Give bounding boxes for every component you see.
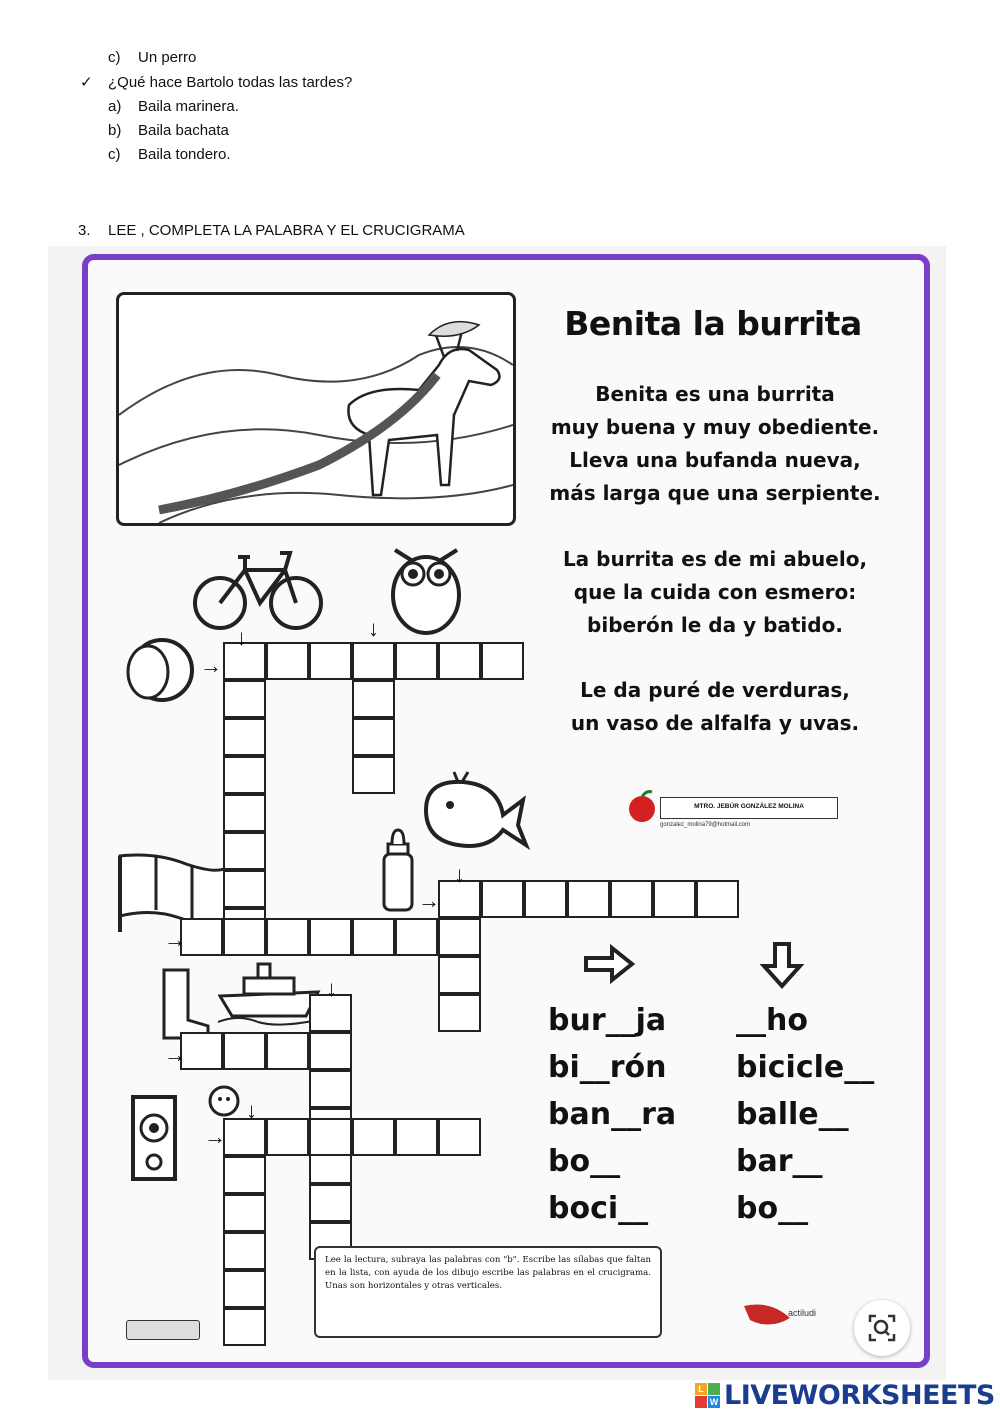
- word-item: __ho: [736, 1003, 808, 1038]
- arrow-right-icon: →: [418, 888, 440, 913]
- worksheet-title: Benita la burrita: [564, 304, 862, 343]
- crossword-cell[interactable]: [309, 1032, 352, 1070]
- crossword-cell[interactable]: [223, 718, 266, 756]
- question-2-option-a: [108, 98, 239, 115]
- brand-logo: [740, 1296, 817, 1337]
- crossword-cell[interactable]: [223, 1232, 266, 1270]
- crossword-cell[interactable]: [395, 1118, 438, 1156]
- creative-commons-badge: [126, 1320, 200, 1340]
- question-text: ¿Qué hace Bartolo todas las tardes?: [108, 74, 353, 91]
- option-marker: b): [108, 122, 122, 139]
- crossword-cell[interactable]: [266, 1032, 309, 1070]
- crossword-cell[interactable]: [180, 1032, 223, 1070]
- crossword-cell[interactable]: [610, 880, 653, 918]
- crossword-cell[interactable]: [223, 794, 266, 832]
- crossword-cell[interactable]: [352, 756, 395, 794]
- question-1-option-c: [108, 49, 196, 66]
- crossword-cell[interactable]: [223, 1308, 266, 1346]
- crossword-cell[interactable]: [352, 718, 395, 756]
- instructions-box: Lee la lectura, subraya las palabras con "b". Escribe las sílabas que faltan en la lista, con ayuda de los dibujo escribe las palabras en el crucigrama. Unas son horizontales y otras verticales.: [314, 1246, 662, 1338]
- option-text: Un perro: [138, 49, 197, 66]
- arrow-right-icon: →: [200, 653, 222, 678]
- author-email: gonzalez_molina79@hotmail.com: [660, 822, 751, 828]
- option-marker: c): [108, 49, 121, 66]
- crossword-cell[interactable]: [438, 642, 481, 680]
- poem-line: biberón le da y batido.: [587, 613, 843, 637]
- crossword-cell[interactable]: [266, 642, 309, 680]
- crossword-cell[interactable]: [481, 880, 524, 918]
- word-item: balle__: [736, 1097, 849, 1132]
- crossword-cell[interactable]: [223, 756, 266, 794]
- word-list-across: [548, 997, 676, 1232]
- option-text: Baila marinera.: [138, 98, 239, 115]
- crossword-cell[interactable]: [438, 994, 481, 1032]
- donkey-illustration: [116, 292, 516, 526]
- crossword-cell[interactable]: [524, 880, 567, 918]
- speaker-icon: [130, 1094, 178, 1187]
- crossword-cell[interactable]: [438, 918, 481, 956]
- word-item: bo__: [736, 1191, 809, 1226]
- arrow-right-icon: →: [204, 1124, 226, 1149]
- liveworksheets-logo: [695, 1380, 995, 1411]
- crossword-cell[interactable]: [352, 642, 395, 680]
- crossword-cell[interactable]: [309, 1184, 352, 1222]
- baby-bottle-icon: [378, 826, 418, 919]
- crossword-cell[interactable]: [180, 918, 223, 956]
- crossword-cell[interactable]: [395, 918, 438, 956]
- logo-tile: L: [695, 1383, 707, 1395]
- word-item: bur__ja: [548, 1003, 667, 1038]
- poem-line: muy buena y muy obediente.: [550, 415, 880, 439]
- crossword-cell[interactable]: [223, 1156, 266, 1194]
- option-marker: a): [108, 98, 122, 115]
- brand-name: actiludi: [788, 1308, 817, 1318]
- hollow-arrow-right-icon: [582, 944, 636, 989]
- poem-line: Lleva una bufanda nueva,: [569, 448, 861, 472]
- crossword-cell[interactable]: [223, 680, 266, 718]
- crossword-cell[interactable]: [696, 880, 739, 918]
- word-item: bo__: [548, 1144, 621, 1179]
- question-2-option-c: [108, 146, 231, 163]
- arrow-right-icon: →: [164, 927, 186, 952]
- poem-stanza-2: [520, 543, 910, 642]
- crossword-cell[interactable]: [309, 918, 352, 956]
- section-text: LEE , COMPLETA LA PALABRA Y EL CRUCIGRAMA: [108, 222, 465, 239]
- crossword-cell[interactable]: [653, 880, 696, 918]
- arrow-right-icon: →: [164, 1042, 186, 1067]
- crossword-cell[interactable]: [438, 956, 481, 994]
- owl-icon: [385, 540, 467, 641]
- crossword-cell[interactable]: [223, 918, 266, 956]
- crossword-cell[interactable]: [223, 1032, 266, 1070]
- crossword-cell[interactable]: [309, 1070, 352, 1108]
- poem-line: La burrita es de mi abuelo,: [562, 547, 868, 571]
- word-item: bi__rón: [548, 1050, 667, 1085]
- option-marker: c): [108, 146, 121, 163]
- arrow-down-icon: ↓: [326, 976, 337, 1001]
- crossword-cell[interactable]: [266, 1118, 309, 1156]
- ship-icon: [218, 962, 322, 1031]
- crossword-cell[interactable]: [352, 680, 395, 718]
- crossword-cell[interactable]: [309, 1118, 352, 1156]
- word-item: boci__: [548, 1191, 649, 1226]
- word-item: ban__ra: [548, 1097, 677, 1132]
- whale-icon: [418, 770, 530, 865]
- bicycle-icon: [190, 545, 326, 636]
- apple-icon: [626, 790, 658, 829]
- poem-line: que la cuida con esmero:: [573, 580, 857, 604]
- crossword-cell[interactable]: [567, 880, 610, 918]
- word-item: bar__: [736, 1144, 823, 1179]
- question-2: [80, 73, 352, 91]
- crossword-cell[interactable]: [395, 642, 438, 680]
- arrow-down-icon: ↓: [236, 625, 247, 650]
- poem-line: más larga que una serpiente.: [549, 481, 881, 505]
- arrow-down-icon: ↓: [368, 616, 379, 641]
- arrow-down-icon: ↓: [454, 862, 465, 887]
- poem-line: Le da puré de verduras,: [580, 678, 850, 702]
- crossword-cell[interactable]: [223, 1270, 266, 1308]
- option-text: Baila bachata: [138, 122, 229, 139]
- option-text: Baila tondero.: [138, 146, 231, 163]
- section-number: 3.: [78, 222, 91, 239]
- poem-stanza-3: [520, 674, 910, 740]
- crossword-cell[interactable]: [309, 642, 352, 680]
- logo-text: LIVEWORKSHEETS: [724, 1380, 995, 1411]
- zoom-button[interactable]: [854, 1300, 910, 1356]
- search-icon: [854, 1300, 910, 1356]
- crossword-cell[interactable]: [266, 918, 309, 956]
- checkmark-icon: ✓: [80, 74, 93, 91]
- question-2-option-b: [108, 122, 229, 139]
- crossword-cell[interactable]: [352, 918, 395, 956]
- author-credit: MTRO. JEBÚR GONZÁLEZ MOLINA: [660, 797, 838, 819]
- poem-line: un vaso de alfalfa y uvas.: [570, 711, 860, 735]
- word-item: bicicle__: [736, 1050, 875, 1085]
- logo-icon: [695, 1383, 720, 1408]
- logo-tile: W: [709, 1397, 719, 1407]
- word-list-down: [736, 997, 874, 1232]
- section-3-heading: [78, 222, 465, 239]
- hollow-arrow-down-icon: [760, 940, 804, 995]
- crossword-cell[interactable]: [481, 642, 524, 680]
- crossword-cell[interactable]: [223, 1118, 266, 1156]
- crossword-cell[interactable]: [223, 832, 266, 870]
- poem-stanza-1: [520, 378, 910, 510]
- ball-icon: [120, 632, 198, 709]
- crossword-cell[interactable]: [223, 1194, 266, 1232]
- crossword-cell[interactable]: [438, 1118, 481, 1156]
- arrow-down-icon: ↓: [246, 1098, 257, 1123]
- poem-line: Benita es una burrita: [595, 382, 835, 406]
- crossword-cell[interactable]: [352, 1118, 395, 1156]
- crossword-cell[interactable]: [223, 870, 266, 908]
